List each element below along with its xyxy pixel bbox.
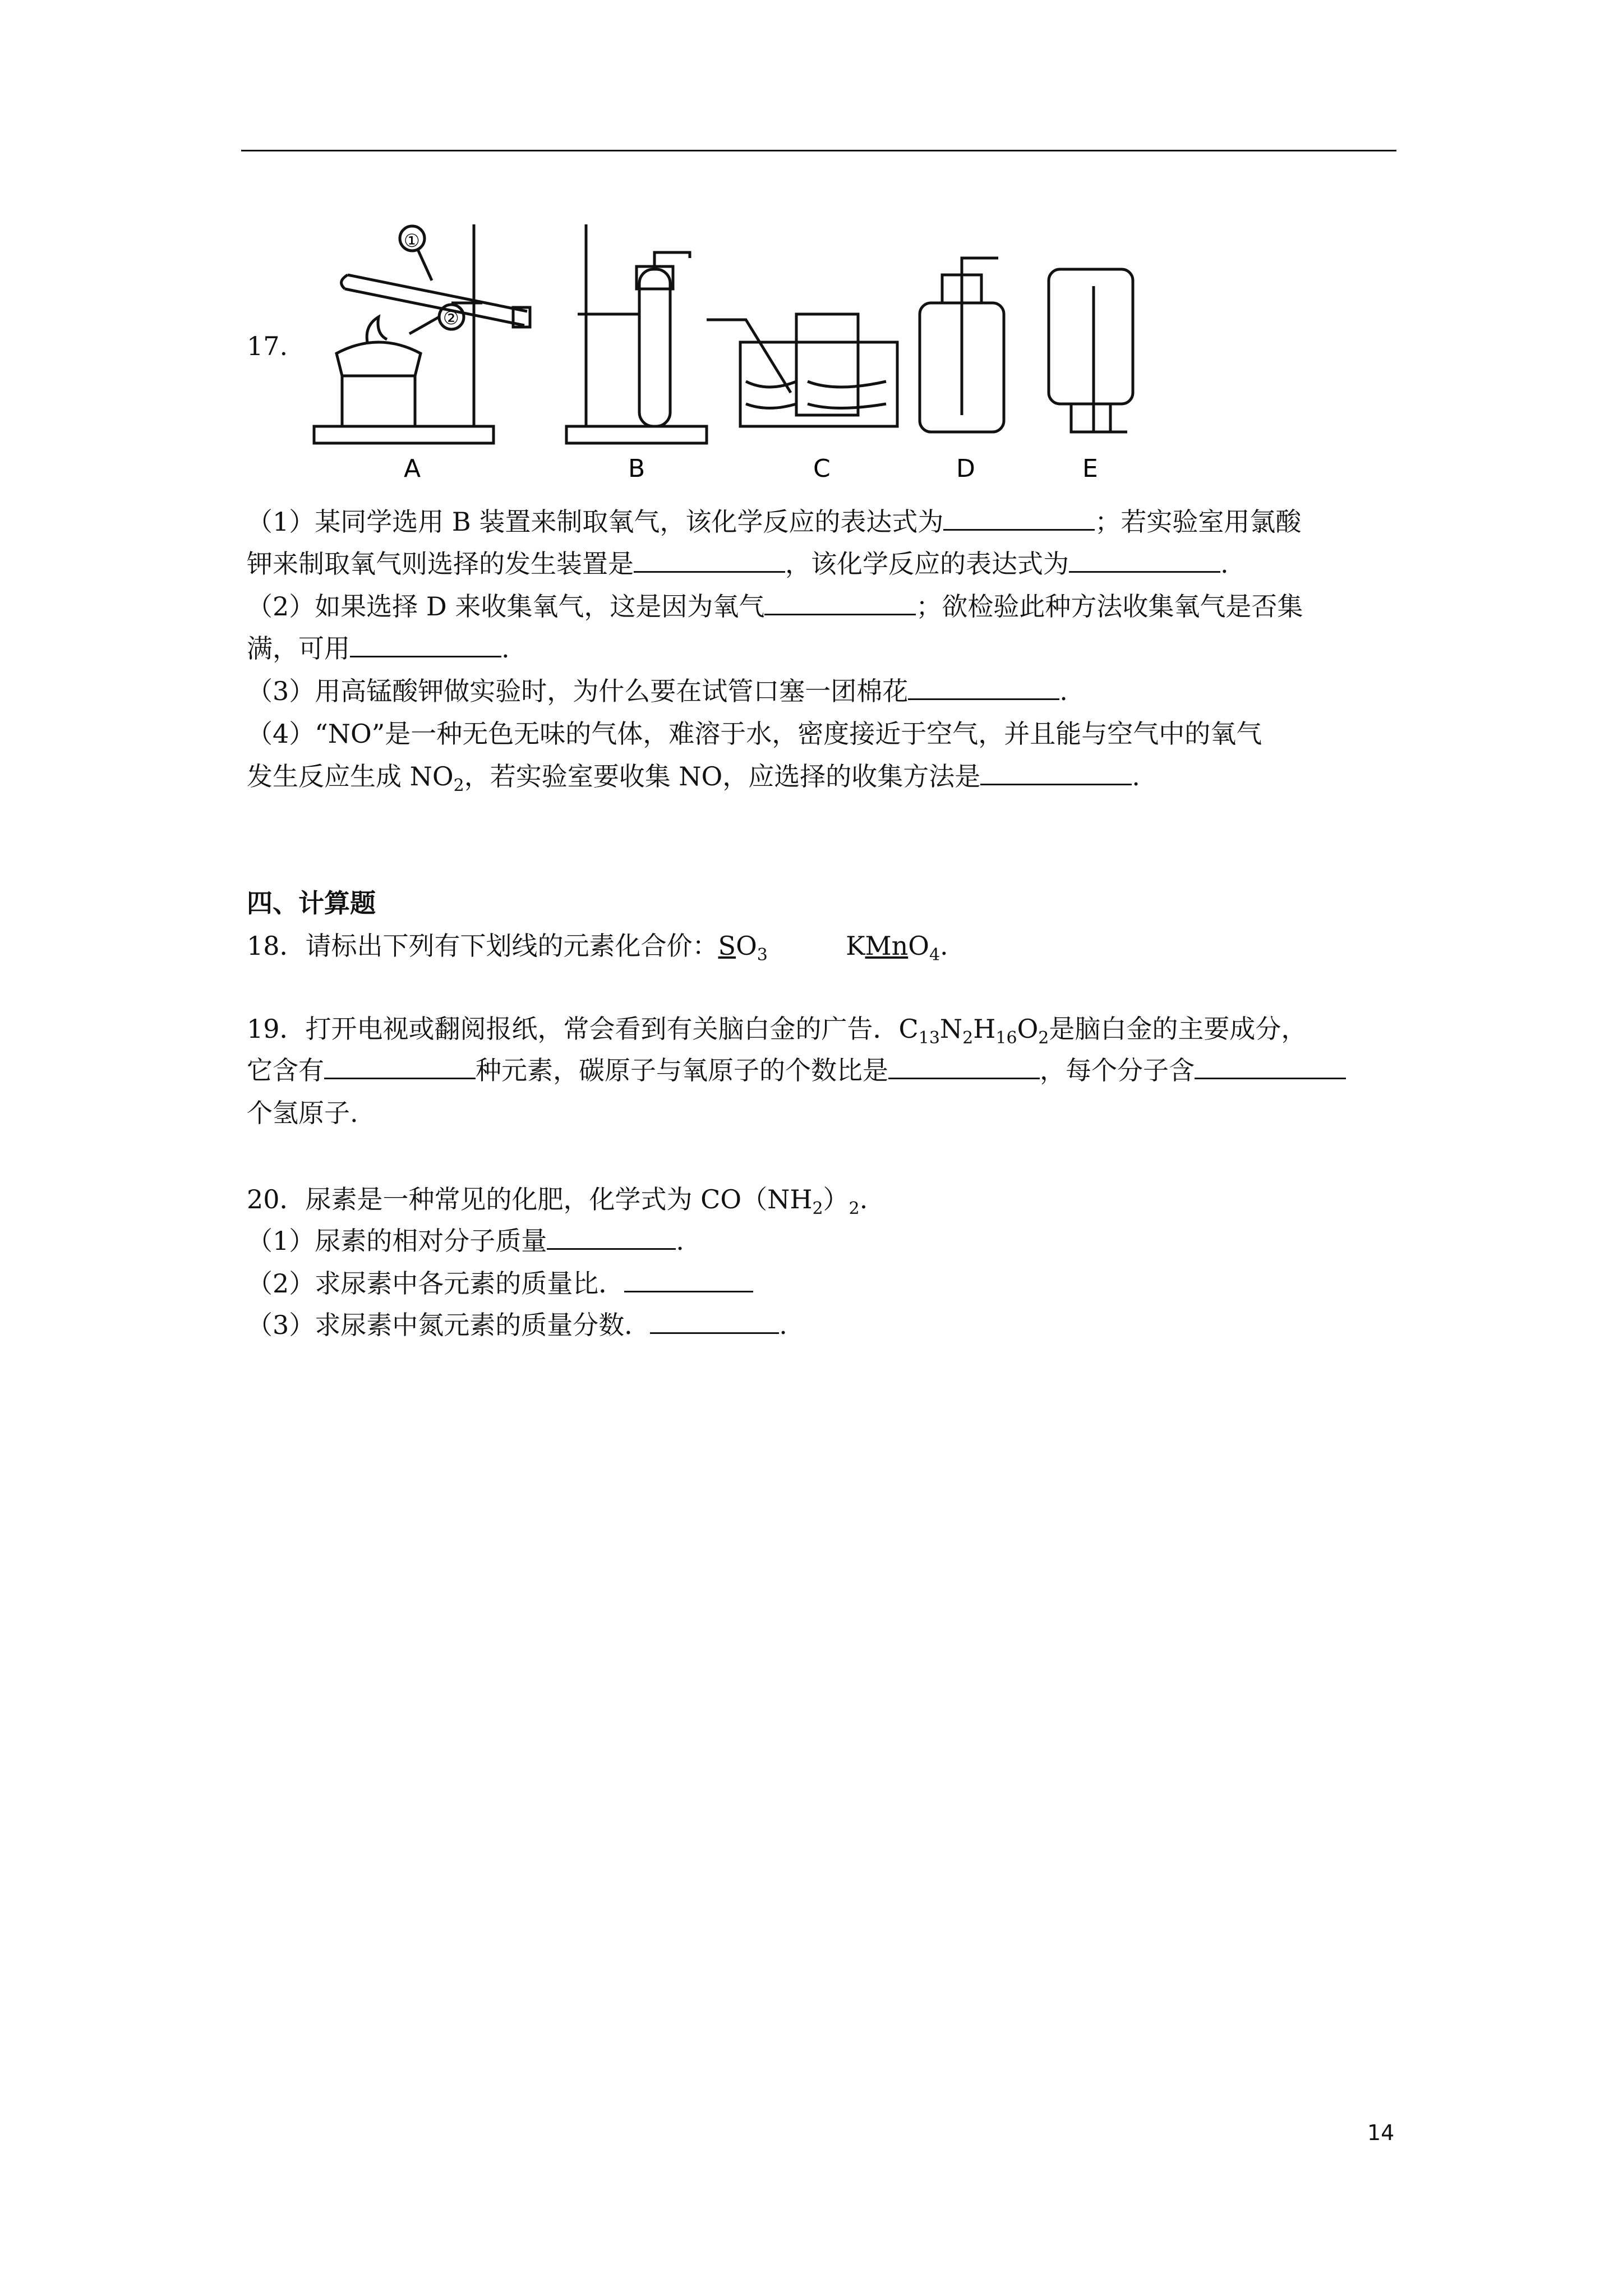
- label-E: E: [1082, 454, 1098, 482]
- question-20-line1: 20．尿素是一种常见的化肥，化学式为 $CO(NH_2)_2$.: [247, 1184, 868, 1219]
- question-19-line1: 19．打开电视或翻阅报纸，常会看到有关脑白金的广告．$C_{13}N_2H_{16}O_2$是脑白金的主要成分，: [247, 1014, 1307, 1048]
- question-20-part1: （1）尿素的相对分子质量 .: [247, 1223, 684, 1259]
- q17-part4-line1: （4）“NO”是一种无色无味的气体，难溶于水，密度接近于空气，并且能与空气中的氧气: [247, 719, 1262, 749]
- question-20-part3: （3）求尿素中氮元素的质量分数． .: [247, 1307, 787, 1343]
- question-20-part2: （2）求尿素中各元素的质量比．: [247, 1266, 753, 1301]
- question-19-line3: 个氢原子.: [247, 1098, 358, 1128]
- q17-part2-line1: （2）如果选择 D 来收集氧气，这是因为氧气 ；欲检验此种方法收集氧气是否集: [247, 588, 1303, 624]
- page-number: 14: [1367, 2120, 1395, 2145]
- q17-part3: （3）用高锰酸钾做实验时，为什么要在试管口塞一团棉花 .: [247, 673, 1068, 709]
- callout-2: ②: [443, 307, 459, 329]
- q17-part2-line2: 满，可用 .: [247, 631, 510, 666]
- label-A: A: [404, 454, 421, 482]
- header-rule: [241, 150, 1396, 151]
- question-17-number: 17.: [247, 331, 288, 361]
- label-B: B: [628, 454, 645, 482]
- lab-apparatus-figure: [303, 213, 1211, 482]
- question-19-line2: 它含有 种元素，碳原子与氧原子的个数比是 ，每个分子含: [247, 1052, 1346, 1088]
- callout-1: ①: [404, 230, 420, 251]
- q17-part4-line2: 发生反应生成 $NO_2$，若实验室要收集 NO，应选择的收集方法是 .: [247, 758, 1140, 804]
- q17-part1-line1: （1）某同学选用 B 装置来制取氧气，该化学反应的表达式为 ；若实验室用氯酸: [247, 504, 1301, 540]
- label-D: D: [956, 454, 975, 482]
- label-C: C: [813, 454, 831, 482]
- section-title: 四、计算题: [247, 888, 376, 918]
- question-18: 18．请标出下列有下划线的元素化合价：$SO_3$ KMnO$_4$.: [247, 931, 948, 965]
- q17-part1-line2: 钾来制取氧气则选择的发生装置是 ，该化学反应的表达式为 .: [247, 546, 1229, 582]
